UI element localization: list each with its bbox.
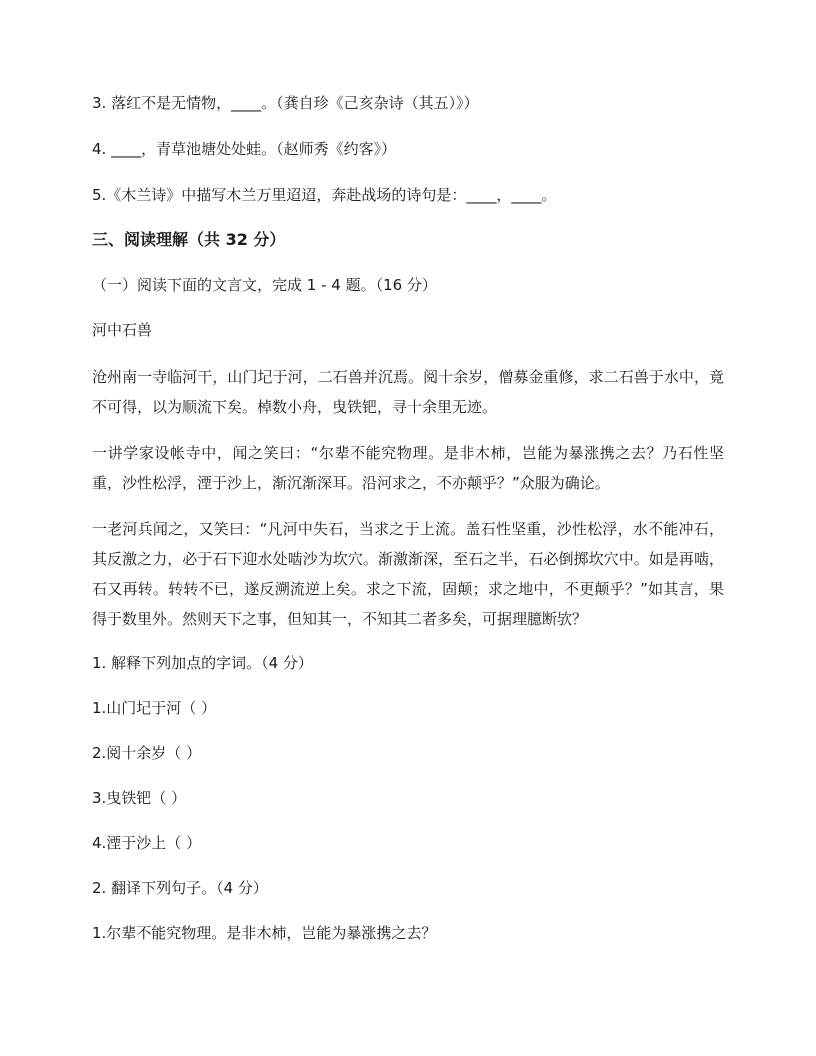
exercise-1-item: 2.阅十余岁（ ） bbox=[92, 744, 202, 762]
section-title: 三、阅读理解（共 32 分） bbox=[92, 230, 286, 249]
exercise-2-item: 1.尔辈不能究物理。是非木柿，岂能为暴涨携之去？ bbox=[92, 924, 437, 942]
question-4: 4. ____，青草池塘处处蛙。（赵师秀《约客》） bbox=[92, 140, 397, 158]
question-5: 5.《木兰诗》中描写木兰万里迢迢，奔赴战场的诗句是：____，____。 bbox=[92, 186, 557, 204]
exercise-1-title: 1. 解释下列加点的字词。（4 分） bbox=[92, 654, 313, 672]
passage-paragraph-2: 一讲学家设帐寺中，闻之笑曰：“尔辈不能究物理。是非木柿，岂能为暴涨携之去？乃石性坚重，沙性松浮，湮于沙上，渐沉渐深耳。沿河求之，不亦颠乎？”众服为确论。 bbox=[92, 444, 724, 492]
document-content bbox=[92, 88, 724, 948]
passage-title: 河中石兽 bbox=[92, 321, 153, 339]
question-3: 3. 落红不是无情物，____。（龚自珍《己亥杂诗（其五）》） bbox=[92, 94, 479, 112]
passage-paragraph-3: 一老河兵闻之，又笑曰：“凡河中失石，当求之于上流。盖石性坚重，沙性松浮，水不能冲石，其反激之力，必于石下迎水处啮沙为坎穴。渐激渐深，至石之半，石必倒掷坎穴中。如是再啮，石又再转。转转不已，遂反溯流逆上矣。求之下流，固颠；求之地中，不更颠乎？”如其言，果得于数里外。然则天下之事，但知其一，不知其二者多矣，可据理臆断欤？ bbox=[92, 520, 724, 628]
exercise-1-item: 3.曳铁钯（ ） bbox=[92, 789, 187, 807]
exercise-1-item: 1.山门圮于河（ ） bbox=[92, 699, 217, 717]
section-subtitle: （一）阅读下面的文言文，完成 1 - 4 题。（16 分） bbox=[92, 276, 437, 294]
passage-paragraph-1: 沧州南一寺临河干，山门圮于河，二石兽并沉焉。阅十余岁，僧募金重修，求二石兽于水中，竟不可得，以为顺流下矣。棹数小舟，曳铁钯，寻十余里无迹。 bbox=[92, 368, 724, 416]
exercise-1-item: 4.湮于沙上（ ） bbox=[92, 834, 202, 852]
exercise-2-title: 2. 翻译下列句子。（4 分） bbox=[92, 879, 268, 897]
